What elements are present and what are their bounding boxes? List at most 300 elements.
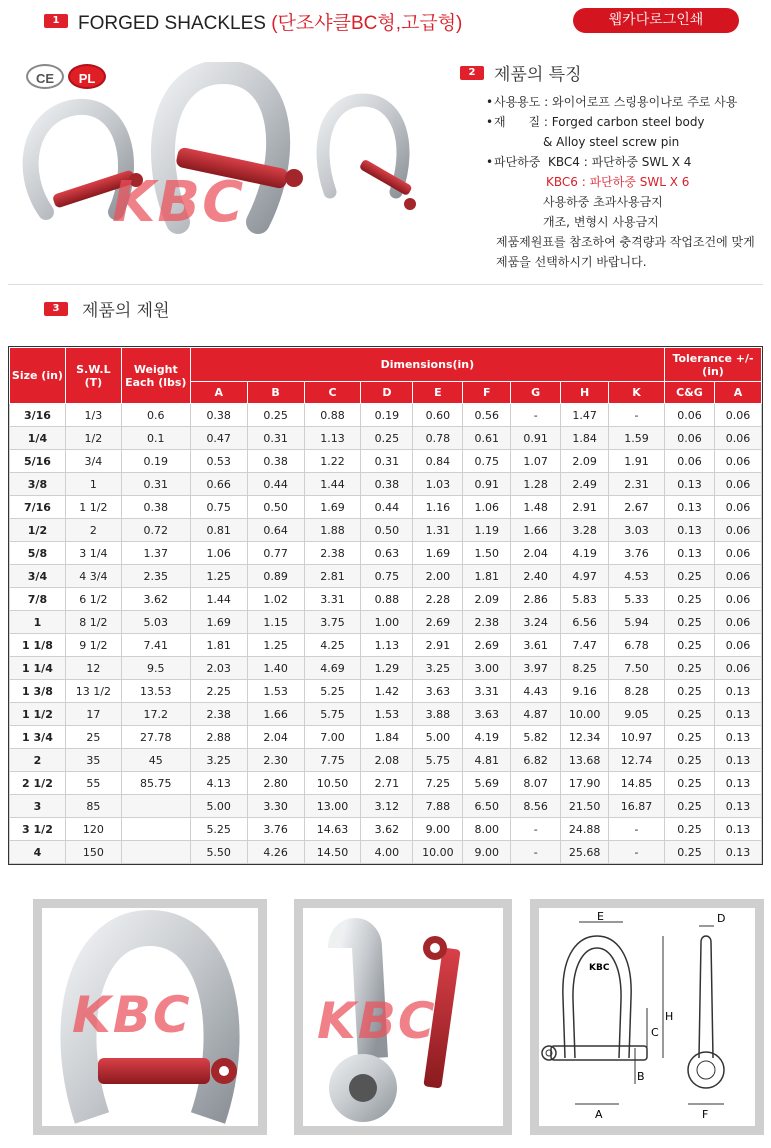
dim-label-e: E [597,910,604,923]
dim-label-f: F [702,1108,709,1121]
table-cell: 3.76 [247,818,304,841]
table-cell: 0.91 [463,473,511,496]
table-cell: 3.25 [413,657,463,680]
table-cell: 1.19 [463,519,511,542]
table-cell: 5.75 [413,749,463,772]
table-cell: 2.35 [121,565,190,588]
table-cell [121,818,190,841]
table-header-row [10,348,762,382]
table-cell: 0.75 [190,496,247,519]
table-cell: 4.19 [561,542,609,565]
feature-note-2 [486,252,766,272]
table-cell: 8.00 [463,818,511,841]
feature-breaking-load [486,152,766,172]
table-row [10,496,762,519]
table-row [10,427,762,450]
certification-logos [26,64,106,89]
table-cell: 2.00 [413,565,463,588]
table-cell: 9.5 [121,657,190,680]
dim-label-a: A [595,1108,603,1121]
table-cell: 0.13 [665,473,715,496]
table-cell: 3/8 [10,473,66,496]
table-cell: 0.19 [361,404,413,427]
table-cell: 3.63 [463,703,511,726]
table-cell: 0.60 [413,404,463,427]
table-cell: 4.13 [190,772,247,795]
spec-section-header [44,296,170,321]
table-cell: 4.25 [304,634,361,657]
table-cell: 0.88 [361,588,413,611]
table-cell: 6 1/2 [65,588,121,611]
table-cell: 0.13 [714,703,761,726]
feature-text: Forged carbon steel body [551,115,705,129]
table-cell: 0.84 [413,450,463,473]
feature-text: KBC6 : 파단하중 SWL X 6 [546,175,690,189]
table-cell: 2.69 [413,611,463,634]
table-cell: 4.97 [561,565,609,588]
table-cell: 0.72 [121,519,190,542]
table-cell: 0.13 [665,519,715,542]
table-row [10,611,762,634]
feature-usage [486,92,766,112]
table-cell: 0.38 [121,496,190,519]
table-cell: 16.87 [609,795,665,818]
table-cell: 0.13 [714,772,761,795]
table-cell: 1 3/8 [10,680,66,703]
table-cell: 2 [65,519,121,542]
table-cell: 0.13 [665,496,715,519]
shackle-right [323,100,416,210]
table-cell: 2.40 [511,565,561,588]
feature-text: 개조, 변형시 사용금지 [543,215,659,229]
feature-text: 사용하중 초과사용금지 [543,195,663,209]
table-row [10,795,762,818]
table-cell: 3.31 [304,588,361,611]
table-cell: 0.25 [665,588,715,611]
table-cell: 1.50 [463,542,511,565]
table-cell: 0.31 [121,473,190,496]
table-cell: 5.03 [121,611,190,634]
feature-material-2 [486,132,766,152]
table-cell: 3.76 [609,542,665,565]
table-cell: 25.68 [561,841,609,864]
spec-table [9,347,762,864]
section-number-badge: 1 [44,14,68,28]
table-cell: 3 [10,795,66,818]
table-cell: 0.06 [714,611,761,634]
table-row [10,726,762,749]
web-catalog-print-button[interactable]: 웹카다로그인쇄 [573,8,739,33]
title-sub: (단조샤클BC형,고급형) [271,12,463,34]
feature-warning-overload [486,192,766,212]
table-cell: 0.06 [714,565,761,588]
table-cell: 3.63 [413,680,463,703]
col-header-swl: S.W.L (T) [65,348,121,404]
table-cell: 0.13 [714,680,761,703]
table-cell: 1.44 [190,588,247,611]
table-cell: 10.97 [609,726,665,749]
table-cell: 1.16 [413,496,463,519]
table-row [10,473,762,496]
table-cell: 1.48 [511,496,561,519]
feature-text: & Alloy steel screw pin [543,135,680,149]
feature-note-1 [486,232,766,252]
col-header-tolerance: Tolerance +/- (in) [665,348,762,382]
table-cell: 1.40 [247,657,304,680]
table-cell: 0.38 [361,473,413,496]
feature-material [486,112,766,132]
table-cell: 0.06 [714,634,761,657]
table-cell: 8.28 [609,680,665,703]
table-cell: 0.78 [413,427,463,450]
table-cell: 4.19 [463,726,511,749]
table-cell: 1.13 [304,427,361,450]
table-cell: 3.30 [247,795,304,818]
table-row [10,703,762,726]
table-cell: 2.81 [304,565,361,588]
table-cell: 0.06 [714,496,761,519]
table-cell: 2.91 [413,634,463,657]
table-cell: 0.06 [665,404,715,427]
table-cell: 0.25 [665,795,715,818]
col-subheader-d: D [361,382,413,404]
table-cell: 7.47 [561,634,609,657]
table-cell: 1.06 [190,542,247,565]
table-cell: 5.50 [190,841,247,864]
col-subheader-h: H [561,382,609,404]
table-cell: 2.25 [190,680,247,703]
table-cell: 1.53 [247,680,304,703]
table-cell: 2.49 [561,473,609,496]
table-cell: 9.00 [463,841,511,864]
table-cell: 4.81 [463,749,511,772]
table-row [10,841,762,864]
col-subheader-e: E [413,382,463,404]
table-cell: 2.04 [247,726,304,749]
table-cell: 1 1/4 [10,657,66,680]
table-cell: 0.25 [247,404,304,427]
table-cell: 0.06 [714,588,761,611]
table-cell: 1 1/2 [65,496,121,519]
table-row [10,450,762,473]
table-cell: 85.75 [121,772,190,795]
table-cell: 12 [65,657,121,680]
shackle-dimension-drawing [539,908,755,1126]
table-cell: 2.91 [561,496,609,519]
col-subheader-g: G [511,382,561,404]
table-cell: 0.75 [463,450,511,473]
table-cell: 2 1/2 [10,772,66,795]
table-cell: 0.91 [511,427,561,450]
table-cell: 0.31 [361,450,413,473]
feature-label: 파단하중 [494,155,548,169]
table-cell: 0.06 [714,657,761,680]
table-cell: 13.53 [121,680,190,703]
table-cell: 5.25 [304,680,361,703]
table-cell: 2.86 [511,588,561,611]
table-cell: 1.03 [413,473,463,496]
table-cell: 1.15 [247,611,304,634]
table-cell [121,795,190,818]
table-cell: 0.56 [463,404,511,427]
table-cell: 2.88 [190,726,247,749]
features-section-header [460,60,582,85]
table-cell: 5.83 [561,588,609,611]
table-cell: 0.13 [714,841,761,864]
features-title: 제품의 특징 [494,65,582,85]
table-cell: 4 [10,841,66,864]
table-cell: 17 [65,703,121,726]
table-cell: 4.26 [247,841,304,864]
table-cell: 1.84 [561,427,609,450]
table-cell: 0.06 [714,427,761,450]
col-header-weight: Weight Each (lbs) [121,348,190,404]
table-cell: 0.25 [665,703,715,726]
table-row [10,588,762,611]
watermark-kbc-photo2: KBC [317,992,437,1050]
table-cell: 2.38 [190,703,247,726]
table-cell: 5.00 [413,726,463,749]
table-cell: 8 1/2 [65,611,121,634]
col-subheader-k: K [609,382,665,404]
table-cell: 0.13 [665,542,715,565]
table-cell: 0.06 [714,404,761,427]
table-cell: 17.2 [121,703,190,726]
table-cell: 27.78 [121,726,190,749]
dim-label-h: H [665,1010,674,1023]
col-subheader-a: A [714,382,761,404]
table-cell: 0.50 [247,496,304,519]
table-cell: 0.19 [121,450,190,473]
table-cell: 0.25 [665,657,715,680]
table-cell: 150 [65,841,121,864]
table-cell: 3/4 [10,565,66,588]
table-cell: 12.74 [609,749,665,772]
table-cell: 5.25 [190,818,247,841]
table-cell: 0.64 [247,519,304,542]
table-cell: 8.56 [511,795,561,818]
table-cell: 4.87 [511,703,561,726]
table-cell: 2.67 [609,496,665,519]
pl-mark-logo: PL [68,64,106,89]
table-cell: 1 3/4 [10,726,66,749]
table-cell: 7.25 [413,772,463,795]
table-cell: 1.02 [247,588,304,611]
table-cell: 5/16 [10,450,66,473]
table-cell: 0.25 [665,565,715,588]
table-cell: 5.00 [190,795,247,818]
table-cell: 7.41 [121,634,190,657]
table-cell: 3/4 [65,450,121,473]
table-cell: 1.88 [304,519,361,542]
table-cell: 13.68 [561,749,609,772]
section-number-badge: 2 [460,66,484,80]
table-cell: 3.61 [511,634,561,657]
section-header-forged-shackles [44,10,462,32]
table-cell: 10.50 [304,772,361,795]
table-cell: 1/2 [10,519,66,542]
table-cell: 0.6 [121,404,190,427]
feature-text: 와이어로프 스링용이나로 주로 사용 [552,95,738,109]
table-cell: 3 1/4 [65,542,121,565]
table-cell: 2.31 [609,473,665,496]
table-cell: 0.44 [247,473,304,496]
title-main: FORGED SHACKLES [78,12,272,34]
table-cell: 8.25 [561,657,609,680]
note-text: 제품제원표를 참조하여 충격량과 작업조건에 맞게 [496,235,755,249]
table-cell: 10.00 [413,841,463,864]
table-cell: 1.53 [361,703,413,726]
table-cell: 0.25 [665,772,715,795]
col-subheader-c: C [304,382,361,404]
table-cell: 0.31 [247,427,304,450]
table-cell: 0.38 [247,450,304,473]
table-cell: 0.06 [665,427,715,450]
table-cell: 3.28 [561,519,609,542]
col-header-dimensions: Dimensions(in) [190,348,664,382]
table-row [10,565,762,588]
table-row [10,404,762,427]
table-cell: 9.00 [413,818,463,841]
table-cell: 3.25 [190,749,247,772]
table-cell: 0.06 [665,450,715,473]
table-cell: 3/16 [10,404,66,427]
watermark-kbc-hero: KBC [112,170,246,235]
table-row [10,634,762,657]
table-cell: 3.12 [361,795,413,818]
table-cell: 0.06 [714,450,761,473]
table-cell: 7/8 [10,588,66,611]
diagram-engraving: KBC [589,963,610,973]
table-cell: - [609,404,665,427]
table-cell: 0.38 [190,404,247,427]
table-cell: 120 [65,818,121,841]
table-cell: 1/3 [65,404,121,427]
table-cell: 0.13 [714,726,761,749]
table-cell: 14.63 [304,818,361,841]
table-cell: 1.06 [463,496,511,519]
table-cell: 5/8 [10,542,66,565]
table-cell: 0.06 [714,473,761,496]
col-subheader-b: B [247,382,304,404]
table-cell: 4.00 [361,841,413,864]
col-subheader-cg: C&G [665,382,715,404]
table-cell: 1.22 [304,450,361,473]
table-cell: 2.69 [463,634,511,657]
table-cell: 1.00 [361,611,413,634]
table-cell: 0.25 [665,841,715,864]
table-cell: 21.50 [561,795,609,818]
table-cell: 1.44 [304,473,361,496]
table-cell: 7/16 [10,496,66,519]
table-cell: 1.25 [190,565,247,588]
table-cell: 9.16 [561,680,609,703]
table-cell: 0.63 [361,542,413,565]
table-cell [121,841,190,864]
table-cell: 0.25 [665,611,715,634]
table-cell: 0.1 [121,427,190,450]
section-divider [8,284,763,285]
table-cell: 0.13 [714,749,761,772]
table-cell: 3.24 [511,611,561,634]
table-cell: 10.00 [561,703,609,726]
table-cell: 12.34 [561,726,609,749]
bullet: • [486,115,494,129]
table-cell: 2.28 [413,588,463,611]
table-cell: 4.43 [511,680,561,703]
table-cell: 0.77 [247,542,304,565]
feature-label: 사용용도 : [494,95,553,109]
table-cell: 5.69 [463,772,511,795]
section-number-badge: 3 [44,302,68,316]
table-cell: 1 1/8 [10,634,66,657]
ce-mark-logo: CE [26,64,64,89]
table-cell: 5.75 [304,703,361,726]
table-cell: 5.94 [609,611,665,634]
table-cell: 6.56 [561,611,609,634]
table-cell: 7.50 [609,657,665,680]
table-cell: 13.00 [304,795,361,818]
table-cell: 7.88 [413,795,463,818]
table-cell: 1.69 [413,542,463,565]
table-cell: 0.66 [190,473,247,496]
table-cell: 24.88 [561,818,609,841]
table-cell: 3.03 [609,519,665,542]
watermark-kbc-photo1: KBC [72,986,192,1044]
table-cell: 35 [65,749,121,772]
table-cell: 0.47 [190,427,247,450]
dim-label-b: B [637,1070,645,1083]
table-cell: 4.69 [304,657,361,680]
dimension-diagram [539,908,755,1126]
table-cell: 8.07 [511,772,561,795]
table-cell: 5.82 [511,726,561,749]
table-cell: 3 1/2 [10,818,66,841]
table-cell: 4 3/4 [65,565,121,588]
table-cell: 2.09 [561,450,609,473]
table-cell: 3.62 [121,588,190,611]
table-cell: 1.13 [361,634,413,657]
table-cell: 25 [65,726,121,749]
table-cell: 14.85 [609,772,665,795]
feature-warning-modification [486,212,766,232]
table-cell: 1/4 [10,427,66,450]
table-cell: 14.50 [304,841,361,864]
table-cell: 2.08 [361,749,413,772]
table-cell: 0.61 [463,427,511,450]
table-cell: 3.00 [463,657,511,680]
table-cell: 0.06 [714,542,761,565]
table-cell: 5.33 [609,588,665,611]
feature-breaking-load-kbc6 [486,172,766,192]
table-cell: 2.09 [463,588,511,611]
table-cell: 4.53 [609,565,665,588]
table-row [10,519,762,542]
spec-title: 제품의 제원 [82,301,170,321]
col-subheader-f: F [463,382,511,404]
table-cell: - [511,841,561,864]
table-cell: 6.78 [609,634,665,657]
table-cell: 45 [121,749,190,772]
dim-label-c: C [651,1026,659,1039]
photo-frame-shackle-closeup [33,899,267,1135]
table-cell: 1.84 [361,726,413,749]
table-cell: 1.29 [361,657,413,680]
col-header-size: Size (in) [10,348,66,404]
photo-shackle-closeup [42,908,258,1126]
table-cell: 1.59 [609,427,665,450]
table-cell: 0.13 [714,795,761,818]
